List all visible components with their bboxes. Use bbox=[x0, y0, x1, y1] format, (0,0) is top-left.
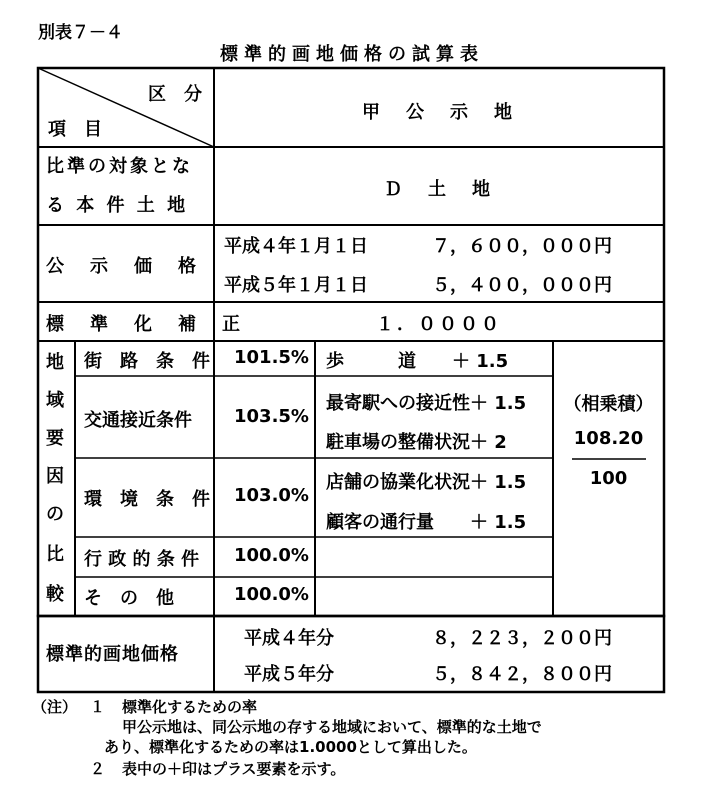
regional-label-char: 比 bbox=[46, 544, 64, 565]
product-denominator: 100 bbox=[589, 468, 628, 489]
posted-price-date-2: 平成５年１月１日 bbox=[224, 275, 368, 296]
factor-detail: 歩 道 ＋ 1.5 bbox=[326, 351, 509, 372]
factor-detail: 駐車場の整備状況＋ 2 bbox=[326, 432, 507, 453]
note-2-text: 表中の＋印はプラス要素を示す。 bbox=[122, 760, 346, 778]
table-number: 別表７－４ bbox=[38, 23, 123, 43]
factor-detail: 顧客の通行量 ＋ 1.5 bbox=[326, 512, 527, 533]
factor-name: 環 境 条 件 bbox=[84, 489, 210, 510]
header-corner-top: 区 分 bbox=[148, 84, 202, 105]
comparison-label-line2: る 本 件 土 地 bbox=[46, 195, 189, 216]
comparison-label-line1: 比準の対象とな bbox=[46, 156, 193, 177]
factor-rate: 103.5% bbox=[234, 406, 309, 427]
standard-price-value-2: ５，８４２，８００円 bbox=[432, 664, 612, 685]
standard-price-label: 標準的画地価格 bbox=[46, 644, 179, 665]
factor-name: 行 政 的 条 件 bbox=[84, 549, 200, 570]
standard-price-period-1: 平成４年分 bbox=[244, 628, 334, 649]
standardization-value: １．００００ bbox=[376, 314, 502, 335]
factor-name: 街 路 条 件 bbox=[84, 351, 210, 372]
standard-price-period-2: 平成５年分 bbox=[244, 664, 334, 685]
standardization-label: 標 準 化 補 正 bbox=[46, 314, 244, 335]
notes-prefix: （注） bbox=[32, 698, 78, 716]
regional-label-char: の bbox=[46, 504, 64, 525]
regional-label-char: 地 bbox=[46, 352, 64, 373]
note-1-line1: 甲公示地は、同公示地の存する地域において、標準的な土地で bbox=[122, 718, 542, 736]
note-1-title: 標準化するための率 bbox=[122, 698, 258, 716]
note-2-number: ２ bbox=[90, 760, 106, 778]
posted-price-value-2: ５，４００，０００円 bbox=[432, 275, 612, 296]
header-column-title: 甲 公 示 地 bbox=[362, 102, 516, 123]
factor-rate: 100.0% bbox=[234, 545, 309, 566]
product-label: （相乗積） bbox=[563, 394, 654, 415]
posted-price-label: 公 示 価 格 bbox=[46, 256, 200, 277]
factor-detail: 最寄駅への接近性＋ 1.5 bbox=[326, 393, 527, 414]
factor-detail: 店舗の協業化状況＋ 1.5 bbox=[326, 472, 527, 493]
factor-name: 交通接近条件 bbox=[84, 410, 192, 431]
regional-label-char: 較 bbox=[46, 584, 64, 605]
standard-price-value-1: ８，２２３，２００円 bbox=[432, 628, 612, 649]
posted-price-date-1: 平成４年１月１日 bbox=[224, 236, 368, 257]
product-numerator: 108.20 bbox=[573, 428, 644, 449]
factor-rate: 103.0% bbox=[234, 485, 309, 506]
note-1-line2: あり、標準化するための率は1.0000として算出した。 bbox=[104, 738, 477, 756]
header-corner-bottom: 項 目 bbox=[48, 119, 102, 140]
factor-name: そ の 他 bbox=[84, 588, 174, 609]
factor-rate: 101.5% bbox=[234, 347, 309, 368]
posted-price-value-1: ７，６００，０００円 bbox=[432, 236, 612, 257]
regional-label-char: 域 bbox=[46, 390, 64, 411]
note-1-number: １ bbox=[90, 698, 106, 716]
factor-rate: 100.0% bbox=[234, 584, 309, 605]
regional-label-char: 因 bbox=[46, 466, 64, 487]
comparison-value: Ｄ 土 地 bbox=[384, 179, 494, 200]
regional-label-char: 要 bbox=[46, 428, 64, 449]
page-title: 標準的画地価格の試算表 bbox=[220, 44, 484, 65]
